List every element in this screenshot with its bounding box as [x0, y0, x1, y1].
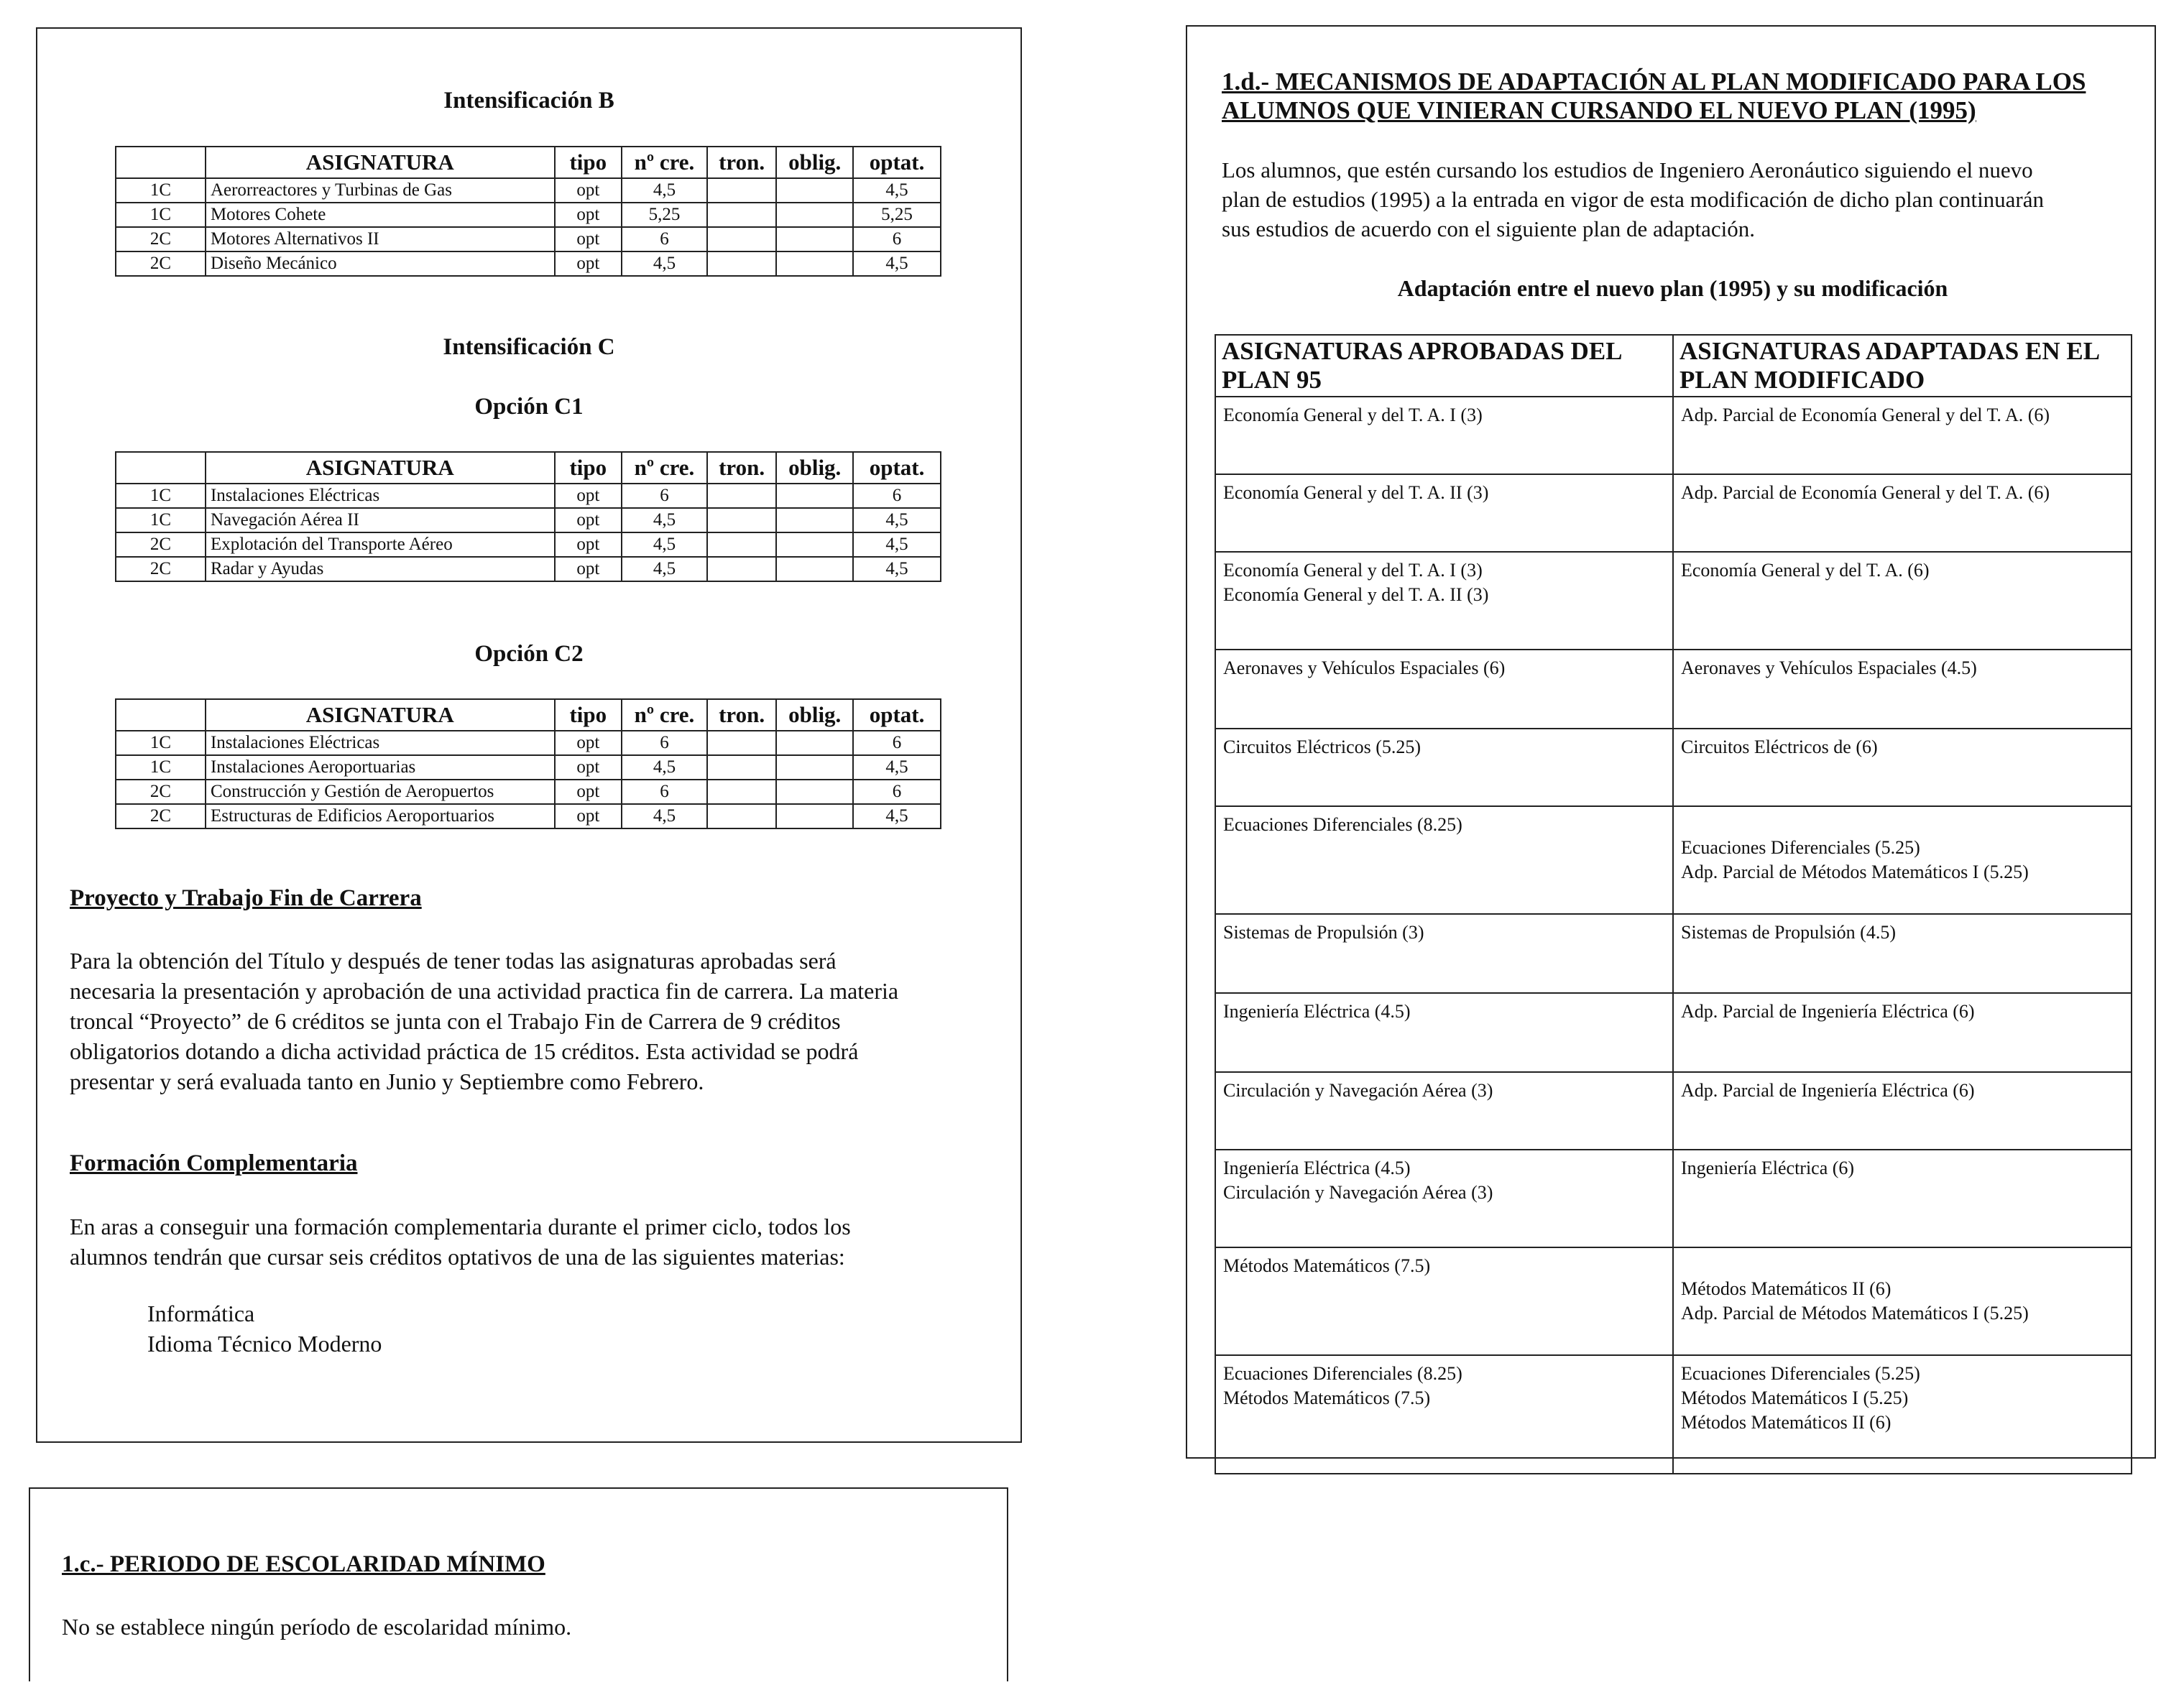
- cell-asignatura: Construcción y Gestión de Aeropuertos: [206, 780, 555, 804]
- cell-tipo: opt: [555, 532, 622, 557]
- adaptacion-title: [1222, 68, 2156, 125]
- cell-aprobadas: [1215, 729, 1673, 806]
- cell-asignatura: Instalaciones Eléctricas: [206, 731, 555, 755]
- cell-asignatura: Motores Alternativos II: [206, 227, 555, 251]
- table-row: [116, 251, 941, 276]
- cell-adaptadas: [1673, 1072, 2132, 1150]
- bottom-section-frame: [29, 1487, 1008, 1681]
- cell-creditos: 4,5: [622, 532, 707, 557]
- cell-tron: [707, 804, 777, 828]
- proyecto-paragraph: [70, 946, 898, 1096]
- materia-item: Informática: [147, 1301, 255, 1326]
- cell-ciclo: 1C: [116, 484, 206, 508]
- cell-tron: [707, 532, 777, 557]
- intro-line: plan de estudios (1995) a la entrada en vigor de esta modificación de dicho plan continuarán: [1222, 187, 2045, 212]
- intensificacion-c-heading: Intensificación C: [443, 334, 615, 360]
- table-row: [116, 508, 941, 532]
- subject-line: Adp. Parcial de Economía General y del T. A. (6): [1681, 482, 2050, 503]
- table-row: [1215, 1072, 2132, 1150]
- adaptacion-title-line: ALUMNOS QUE VINIERAN CURSANDO EL NUEVO PLAN (1995): [1222, 96, 1976, 124]
- cell-asignatura: Instalaciones Aeroportuarias: [206, 755, 555, 780]
- cell-tron: [707, 508, 777, 532]
- table-row: [116, 532, 941, 557]
- subject-line: Sistemas de Propulsión (3): [1223, 922, 1424, 943]
- formacion-line: alumnos tendrán que cursar seis créditos optativos de una de las siguientes materias:: [70, 1244, 845, 1270]
- col-header-tron: tron.: [707, 699, 777, 731]
- cell-aprobadas: [1215, 1072, 1673, 1150]
- cell-adaptadas: [1673, 474, 2132, 552]
- cell-aprobadas: [1215, 806, 1673, 914]
- cell-creditos: 5,25: [622, 203, 707, 227]
- cell-oblig: [776, 508, 853, 532]
- cell-oblig: [776, 780, 853, 804]
- subject-line: Ingeniería Eléctrica (6): [1681, 1158, 1855, 1178]
- cell-tipo: opt: [555, 508, 622, 532]
- cell-oblig: [776, 731, 853, 755]
- subject-line: Ingeniería Eléctrica (4.5): [1223, 1158, 1411, 1178]
- escolaridad-title: 1.c.- PERIODO DE ESCOLARIDAD MÍNIMO: [62, 1551, 545, 1577]
- subject-line: Economía General y del T. A. II (3): [1223, 584, 1489, 605]
- col-header-oblig: oblig.: [776, 699, 853, 731]
- opcion-c2-heading: Opción C2: [474, 641, 584, 667]
- cell-creditos: 4,5: [622, 178, 707, 203]
- cell-adaptadas: [1673, 1247, 2132, 1355]
- cell-tron: [707, 731, 777, 755]
- subject-line: Circuitos Eléctricos de (6): [1681, 737, 1878, 757]
- col-header-asignatura: ASIGNATURA: [206, 147, 555, 178]
- cell-tron: [707, 251, 777, 276]
- cell-optat: 6: [853, 227, 941, 251]
- cell-oblig: [776, 203, 853, 227]
- cell-aprobadas: [1215, 474, 1673, 552]
- col-header-creditos: nº cre.: [622, 147, 707, 178]
- cell-asignatura: Instalaciones Eléctricas: [206, 484, 555, 508]
- subject-line: Métodos Matemáticos II (6): [1681, 1412, 1892, 1433]
- subject-line: Sistemas de Propulsión (4.5): [1681, 922, 1896, 943]
- subject-line: Ecuaciones Diferenciales (8.25): [1223, 1363, 1462, 1384]
- table-row: [1215, 1355, 2132, 1474]
- col-header-aprobadas: ASIGNATURAS APROBADAS DEL PLAN 95: [1215, 335, 1673, 397]
- cell-ciclo: 1C: [116, 755, 206, 780]
- cell-adaptadas: [1673, 1355, 2132, 1474]
- table-row: [116, 227, 941, 251]
- cell-ciclo: 2C: [116, 804, 206, 828]
- subject-line: Economía General y del T. A. (6): [1681, 560, 1930, 581]
- proyecto-line: Para la obtención del Título y después de tener todas las asignaturas aprobadas será: [70, 948, 837, 974]
- cell-adaptadas: [1673, 914, 2132, 993]
- col-header-optat: optat.: [853, 699, 941, 731]
- subject-line: Adp. Parcial de Economía General y del T. A. (6): [1681, 405, 2050, 425]
- cell-creditos: 6: [622, 484, 707, 508]
- cell-creditos: 4,5: [622, 557, 707, 581]
- cell-optat: 4,5: [853, 557, 941, 581]
- cell-tipo: opt: [555, 755, 622, 780]
- cell-aprobadas: [1215, 1247, 1673, 1355]
- cell-optat: 4,5: [853, 508, 941, 532]
- cell-ciclo: 1C: [116, 178, 206, 203]
- cell-adaptadas: [1673, 1150, 2132, 1247]
- subject-line: Ecuaciones Diferenciales (8.25): [1223, 814, 1462, 835]
- adaptacion-rows: [1215, 397, 2132, 1474]
- intensificacion-b-heading: Intensificación B: [443, 88, 614, 114]
- table-row: [1215, 914, 2132, 993]
- col-header-optat: optat.: [853, 147, 941, 178]
- cell-tipo: opt: [555, 227, 622, 251]
- table-row: [1215, 1150, 2132, 1247]
- subject-line: Adp. Parcial de Métodos Matemáticos I (5.25): [1681, 862, 2029, 882]
- cell-ciclo: 2C: [116, 227, 206, 251]
- cell-adaptadas: [1673, 993, 2132, 1072]
- cell-adaptadas: [1673, 397, 2132, 474]
- cell-tipo: opt: [555, 484, 622, 508]
- table-row: [116, 804, 941, 828]
- cell-adaptadas: [1673, 552, 2132, 650]
- table-row: [116, 484, 941, 508]
- table-row: [1215, 729, 2132, 806]
- cell-tipo: opt: [555, 780, 622, 804]
- col-header-asignatura: ASIGNATURA: [206, 699, 555, 731]
- cell-tipo: opt: [555, 251, 622, 276]
- formacion-title: Formación Complementaria: [70, 1150, 358, 1176]
- formacion-paragraph: [70, 1211, 851, 1272]
- proyecto-line: necesaria la presentación y aprobación de una actividad practica fin de carrera. La materia: [70, 978, 899, 1004]
- adaptacion-table-heading: Adaptación entre el nuevo plan (1995) y su modificación: [1397, 275, 1948, 301]
- subject-line: Ecuaciones Diferenciales (5.25): [1681, 1363, 1920, 1384]
- cell-oblig: [776, 251, 853, 276]
- cell-oblig: [776, 178, 853, 203]
- cell-asignatura: Motores Cohete: [206, 203, 555, 227]
- table-row: [116, 731, 941, 755]
- table-header-row: [1215, 335, 2132, 397]
- intro-line: sus estudios de acuerdo con el siguiente plan de adaptación.: [1222, 216, 1756, 241]
- col-header: [116, 699, 206, 731]
- col-header-oblig: oblig.: [776, 147, 853, 178]
- table-row: [116, 178, 941, 203]
- subject-line: Circulación y Navegación Aérea (3): [1223, 1080, 1493, 1101]
- subject-line: Circuitos Eléctricos (5.25): [1223, 737, 1422, 757]
- cell-oblig: [776, 804, 853, 828]
- cell-optat: 4,5: [853, 755, 941, 780]
- proyecto-line: obligatorios dotando a dicha actividad práctica de 15 créditos. Esta actividad se podrá: [70, 1038, 859, 1064]
- cell-ciclo: 1C: [116, 203, 206, 227]
- cell-creditos: 6: [622, 731, 707, 755]
- subject-line: Adp. Parcial de Ingeniería Eléctrica (6): [1681, 1080, 1975, 1101]
- col-header-tipo: tipo: [555, 147, 622, 178]
- subject-line: Ingeniería Eléctrica (4.5): [1223, 1001, 1411, 1022]
- cell-tipo: opt: [555, 203, 622, 227]
- proyecto-line: presentar y será evaluada tanto en Junio y Septiembre como Febrero.: [70, 1068, 704, 1094]
- subject-line: Adp. Parcial de Métodos Matemáticos I (5.25): [1681, 1303, 2029, 1324]
- cell-creditos: 4,5: [622, 508, 707, 532]
- subject-line: Métodos Matemáticos II (6): [1681, 1278, 1892, 1299]
- proyecto-title: Proyecto y Trabajo Fin de Carrera: [70, 885, 422, 911]
- formacion-line: En aras a conseguir una formación complementaria durante el primer ciclo, todos los: [70, 1214, 851, 1239]
- subject-line: Métodos Matemáticos (7.5): [1223, 1387, 1431, 1408]
- cell-adaptadas: [1673, 650, 2132, 729]
- cell-oblig: [776, 557, 853, 581]
- subject-line: Métodos Matemáticos I (5.25): [1681, 1387, 1909, 1408]
- cell-tipo: opt: [555, 178, 622, 203]
- escolaridad-text: No se establece ningún período de escolaridad mínimo.: [62, 1614, 572, 1640]
- cell-creditos: 4,5: [622, 251, 707, 276]
- cell-tron: [707, 178, 777, 203]
- opcion-c1-heading: Opción C1: [474, 394, 584, 420]
- table-header-row: [116, 699, 941, 731]
- cell-aprobadas: [1215, 650, 1673, 729]
- col-header-tron: tron.: [707, 147, 777, 178]
- cell-asignatura: Radar y Ayudas: [206, 557, 555, 581]
- subject-line: Métodos Matemáticos (7.5): [1223, 1255, 1431, 1276]
- table-row: [116, 203, 941, 227]
- adaptacion-title-line: 1.d.- MECANISMOS DE ADAPTACIÓN AL PLAN MODIFICADO PARA LOS: [1222, 68, 2086, 96]
- table-header-row: [116, 452, 941, 484]
- col-header-optat: optat.: [853, 452, 941, 484]
- opcion-c1-table: [115, 451, 941, 582]
- col-header-asignatura: ASIGNATURA: [206, 452, 555, 484]
- subject-line: Economía General y del T. A. I (3): [1223, 560, 1483, 581]
- cell-optat: 6: [853, 780, 941, 804]
- col-header-creditos: nº cre.: [622, 699, 707, 731]
- cell-aprobadas: [1215, 397, 1673, 474]
- cell-tron: [707, 557, 777, 581]
- col-header-tipo: tipo: [555, 452, 622, 484]
- col-header-oblig: oblig.: [776, 452, 853, 484]
- cell-ciclo: 2C: [116, 557, 206, 581]
- table-row: [1215, 474, 2132, 552]
- cell-tipo: opt: [555, 557, 622, 581]
- cell-tron: [707, 755, 777, 780]
- adaptacion-table: [1215, 334, 2132, 1474]
- cell-aprobadas: [1215, 1150, 1673, 1247]
- cell-optat: 5,25: [853, 203, 941, 227]
- cell-aprobadas: [1215, 552, 1673, 650]
- table-row: [1215, 552, 2132, 650]
- cell-oblig: [776, 484, 853, 508]
- cell-optat: 6: [853, 731, 941, 755]
- cell-tron: [707, 227, 777, 251]
- cell-aprobadas: [1215, 914, 1673, 993]
- col-header: [116, 147, 206, 178]
- col-header-adaptadas: ASIGNATURAS ADAPTADAS EN EL PLAN MODIFICADO: [1673, 335, 2132, 397]
- col-header-creditos: nº cre.: [622, 452, 707, 484]
- cell-ciclo: 2C: [116, 251, 206, 276]
- adaptacion-intro: [1222, 155, 2044, 244]
- cell-oblig: [776, 755, 853, 780]
- cell-adaptadas: [1673, 729, 2132, 806]
- cell-asignatura: Aerorreactores y Turbinas de Gas: [206, 178, 555, 203]
- opcion-c2-table: [115, 698, 941, 829]
- cell-aprobadas: [1215, 1355, 1673, 1474]
- cell-adaptadas: [1673, 806, 2132, 914]
- cell-oblig: [776, 532, 853, 557]
- cell-tron: [707, 203, 777, 227]
- table-header-row: [116, 147, 941, 178]
- proyecto-line: troncal “Proyecto” de 6 créditos se junta con el Trabajo Fin de Carrera de 9 créditos: [70, 1008, 841, 1034]
- table-row: [1215, 993, 2132, 1072]
- cell-asignatura: Diseño Mecánico: [206, 251, 555, 276]
- subject-line: Ecuaciones Diferenciales (5.25): [1681, 837, 1920, 858]
- table-row: [1215, 650, 2132, 729]
- cell-optat: 6: [853, 484, 941, 508]
- intensificacion-b-rows: [116, 178, 941, 276]
- cell-creditos: 6: [622, 780, 707, 804]
- cell-asignatura: Estructuras de Edificios Aeroportuarios: [206, 804, 555, 828]
- cell-ciclo: 1C: [116, 508, 206, 532]
- col-header-tron: tron.: [707, 452, 777, 484]
- table-row: [116, 557, 941, 581]
- subject-line: Aeronaves y Vehículos Espaciales (4.5): [1681, 657, 1977, 678]
- cell-tipo: opt: [555, 804, 622, 828]
- table-row: [1215, 1247, 2132, 1355]
- materias-list: [147, 1298, 382, 1359]
- opcion-c1-rows: [116, 484, 941, 581]
- subject-line: Economía General y del T. A. I (3): [1223, 405, 1483, 425]
- cell-creditos: 6: [622, 227, 707, 251]
- opcion-c2-rows: [116, 731, 941, 828]
- cell-asignatura: Explotación del Transporte Aéreo: [206, 532, 555, 557]
- cell-ciclo: 2C: [116, 780, 206, 804]
- subject-line: Aeronaves y Vehículos Espaciales (6): [1223, 657, 1506, 678]
- cell-oblig: [776, 227, 853, 251]
- table-row: [1215, 806, 2132, 914]
- cell-tron: [707, 780, 777, 804]
- cell-creditos: 4,5: [622, 804, 707, 828]
- cell-optat: 4,5: [853, 251, 941, 276]
- cell-tron: [707, 484, 777, 508]
- cell-ciclo: 2C: [116, 532, 206, 557]
- col-header-tipo: tipo: [555, 699, 622, 731]
- cell-tipo: opt: [555, 731, 622, 755]
- cell-creditos: 4,5: [622, 755, 707, 780]
- table-row: [116, 780, 941, 804]
- cell-optat: 4,5: [853, 804, 941, 828]
- subject-line: Adp. Parcial de Ingeniería Eléctrica (6): [1681, 1001, 1975, 1022]
- table-row: [116, 755, 941, 780]
- materia-item: Idioma Técnico Moderno: [147, 1331, 382, 1357]
- cell-asignatura: Navegación Aérea II: [206, 508, 555, 532]
- subject-line: Circulación y Navegación Aérea (3): [1223, 1182, 1493, 1203]
- cell-optat: 4,5: [853, 178, 941, 203]
- cell-optat: 4,5: [853, 532, 941, 557]
- cell-aprobadas: [1215, 993, 1673, 1072]
- subject-line: Economía General y del T. A. II (3): [1223, 482, 1489, 503]
- intensificacion-b-table: [115, 146, 941, 277]
- cell-ciclo: 1C: [116, 731, 206, 755]
- table-row: [1215, 397, 2132, 474]
- intro-line: Los alumnos, que estén cursando los estudios de Ingeniero Aeronáutico siguiendo el nuevo: [1222, 157, 2033, 183]
- col-header: [116, 452, 206, 484]
